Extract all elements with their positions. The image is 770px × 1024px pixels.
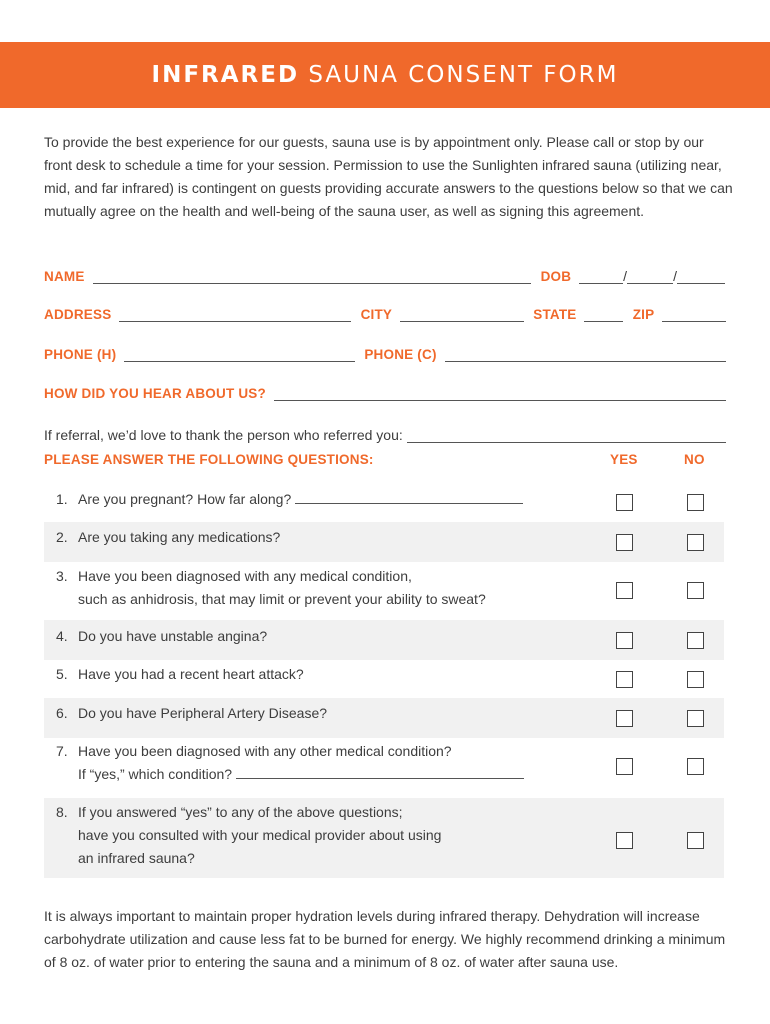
question-text-line-3: an infrared sauna?	[78, 850, 195, 866]
q8-no-checkbox[interactable]	[687, 832, 704, 849]
dob-day-field[interactable]	[627, 269, 673, 284]
state-label: STATE	[533, 307, 577, 322]
question-text-line-1: Have you been diagnosed with any medical condition,	[78, 568, 412, 584]
referral-label: If referral, we’d love to thank the person who referred you:	[44, 427, 403, 443]
pregnancy-answer-field[interactable]	[295, 489, 523, 504]
question-text-line-2: have you consulted with your medical provider about using	[78, 827, 442, 843]
zip-field[interactable]	[662, 307, 726, 322]
phone-cell-label: PHONE (C)	[364, 347, 437, 362]
question-row-3	[44, 562, 724, 620]
name-label: NAME	[44, 269, 85, 284]
no-column-label: NO	[684, 452, 705, 467]
hear-about-field[interactable]	[274, 386, 726, 401]
question-number: 8.	[56, 804, 68, 820]
city-label: CITY	[360, 307, 393, 322]
question-row-8	[44, 798, 724, 878]
referral-row	[44, 427, 726, 443]
zip-label: ZIP	[632, 307, 655, 322]
dob-separator-2: /	[673, 268, 677, 284]
question-text: Do you have Peripheral Artery Disease?	[78, 705, 328, 721]
question-row-2	[44, 522, 724, 562]
address-field[interactable]	[119, 307, 351, 322]
q8-yes-checkbox[interactable]	[616, 832, 633, 849]
q3-no-checkbox[interactable]	[687, 582, 704, 599]
phone-row	[44, 347, 726, 362]
question-row-4	[44, 620, 724, 660]
q7-no-checkbox[interactable]	[687, 758, 704, 775]
question-text: Do you have unstable angina?	[78, 628, 268, 644]
header-banner	[0, 42, 770, 108]
q4-no-checkbox[interactable]	[687, 632, 704, 649]
q1-no-checkbox[interactable]	[687, 494, 704, 511]
q5-no-checkbox[interactable]	[687, 671, 704, 688]
intro-paragraph: To provide the best experience for our guests, sauna use is by appointment only. Please call or stop by our front desk to schedule a time for your session. Permission to use the Sunlighten infrared sauna (utilizing near, mid, and far infrared) is contingent on guests providing accurate answers to the questions below so that we can mutually agree on the health and well-being of the sauna user, as well as signing this agreement.	[44, 134, 733, 219]
question-text-line-1: Have you been diagnosed with any other medical condition?	[78, 743, 452, 759]
question-text: Have you had a recent heart attack?	[78, 666, 304, 682]
question-row-6	[44, 698, 724, 738]
question-text-line-2: such as anhidrosis, that may limit or prevent your ability to sweat?	[78, 591, 486, 607]
question-row-1	[44, 484, 724, 522]
dob-label: DOB	[540, 269, 572, 284]
q6-no-checkbox[interactable]	[687, 710, 704, 727]
question-row-7	[44, 738, 724, 798]
form-title	[152, 62, 619, 88]
question-text-line-1: If you answered “yes” to any of the above questions;	[78, 804, 403, 820]
form-title-rest: SAUNA CONSENT FORM	[308, 62, 619, 88]
questions-header-label: PLEASE ANSWER THE FOLLOWING QUESTIONS:	[44, 452, 374, 467]
dob-year-field[interactable]	[677, 269, 725, 284]
q2-no-checkbox[interactable]	[687, 534, 704, 551]
question-text-line-2: If “yes,” which condition?	[78, 766, 233, 782]
yes-column-label: YES	[610, 452, 638, 467]
phone-cell-field[interactable]	[445, 347, 726, 362]
q6-yes-checkbox[interactable]	[616, 710, 633, 727]
other-condition-field[interactable]	[236, 764, 524, 779]
question-text: Are you pregnant? How far along?	[78, 491, 292, 507]
referral-field[interactable]	[407, 428, 726, 443]
hydration-note: It is always important to maintain proper hydration levels during infrared therapy. Dehydration will increase carbohydrate utilization and cause less fat to be burned for energy. We highly recommend drinking a minimum of 8 oz. of water prior to entering the sauna and a minimum of 8 oz. of water after sauna use.	[44, 908, 726, 970]
dob-separator-1: /	[623, 268, 628, 284]
question-number: 5.	[56, 666, 68, 682]
question-number: 3.	[56, 568, 68, 584]
question-number: 4.	[56, 628, 68, 644]
referral-source-row	[44, 386, 726, 401]
dob-month-field[interactable]	[579, 269, 623, 284]
q5-yes-checkbox[interactable]	[616, 671, 633, 688]
questions-header	[44, 452, 726, 472]
phone-home-label: PHONE (H)	[44, 347, 117, 362]
phone-home-field[interactable]	[124, 347, 354, 362]
question-number: 2.	[56, 529, 68, 545]
address-label: ADDRESS	[44, 307, 112, 322]
form-title-bold: INFRARED	[151, 62, 300, 88]
q1-yes-checkbox[interactable]	[616, 494, 633, 511]
question-number: 6.	[56, 705, 68, 721]
name-field[interactable]	[93, 269, 531, 284]
state-field[interactable]	[584, 307, 623, 322]
question-number: 7.	[56, 743, 68, 759]
hear-about-label: HOW DID YOU HEAR ABOUT US?	[44, 386, 266, 401]
question-row-5	[44, 660, 724, 698]
q7-yes-checkbox[interactable]	[616, 758, 633, 775]
q4-yes-checkbox[interactable]	[616, 632, 633, 649]
name-dob-row	[44, 268, 726, 284]
q3-yes-checkbox[interactable]	[616, 582, 633, 599]
city-field[interactable]	[400, 307, 523, 322]
question-number: 1.	[56, 491, 68, 507]
address-row	[44, 307, 726, 322]
question-text: Are you taking any medications?	[78, 529, 281, 545]
q2-yes-checkbox[interactable]	[616, 534, 633, 551]
